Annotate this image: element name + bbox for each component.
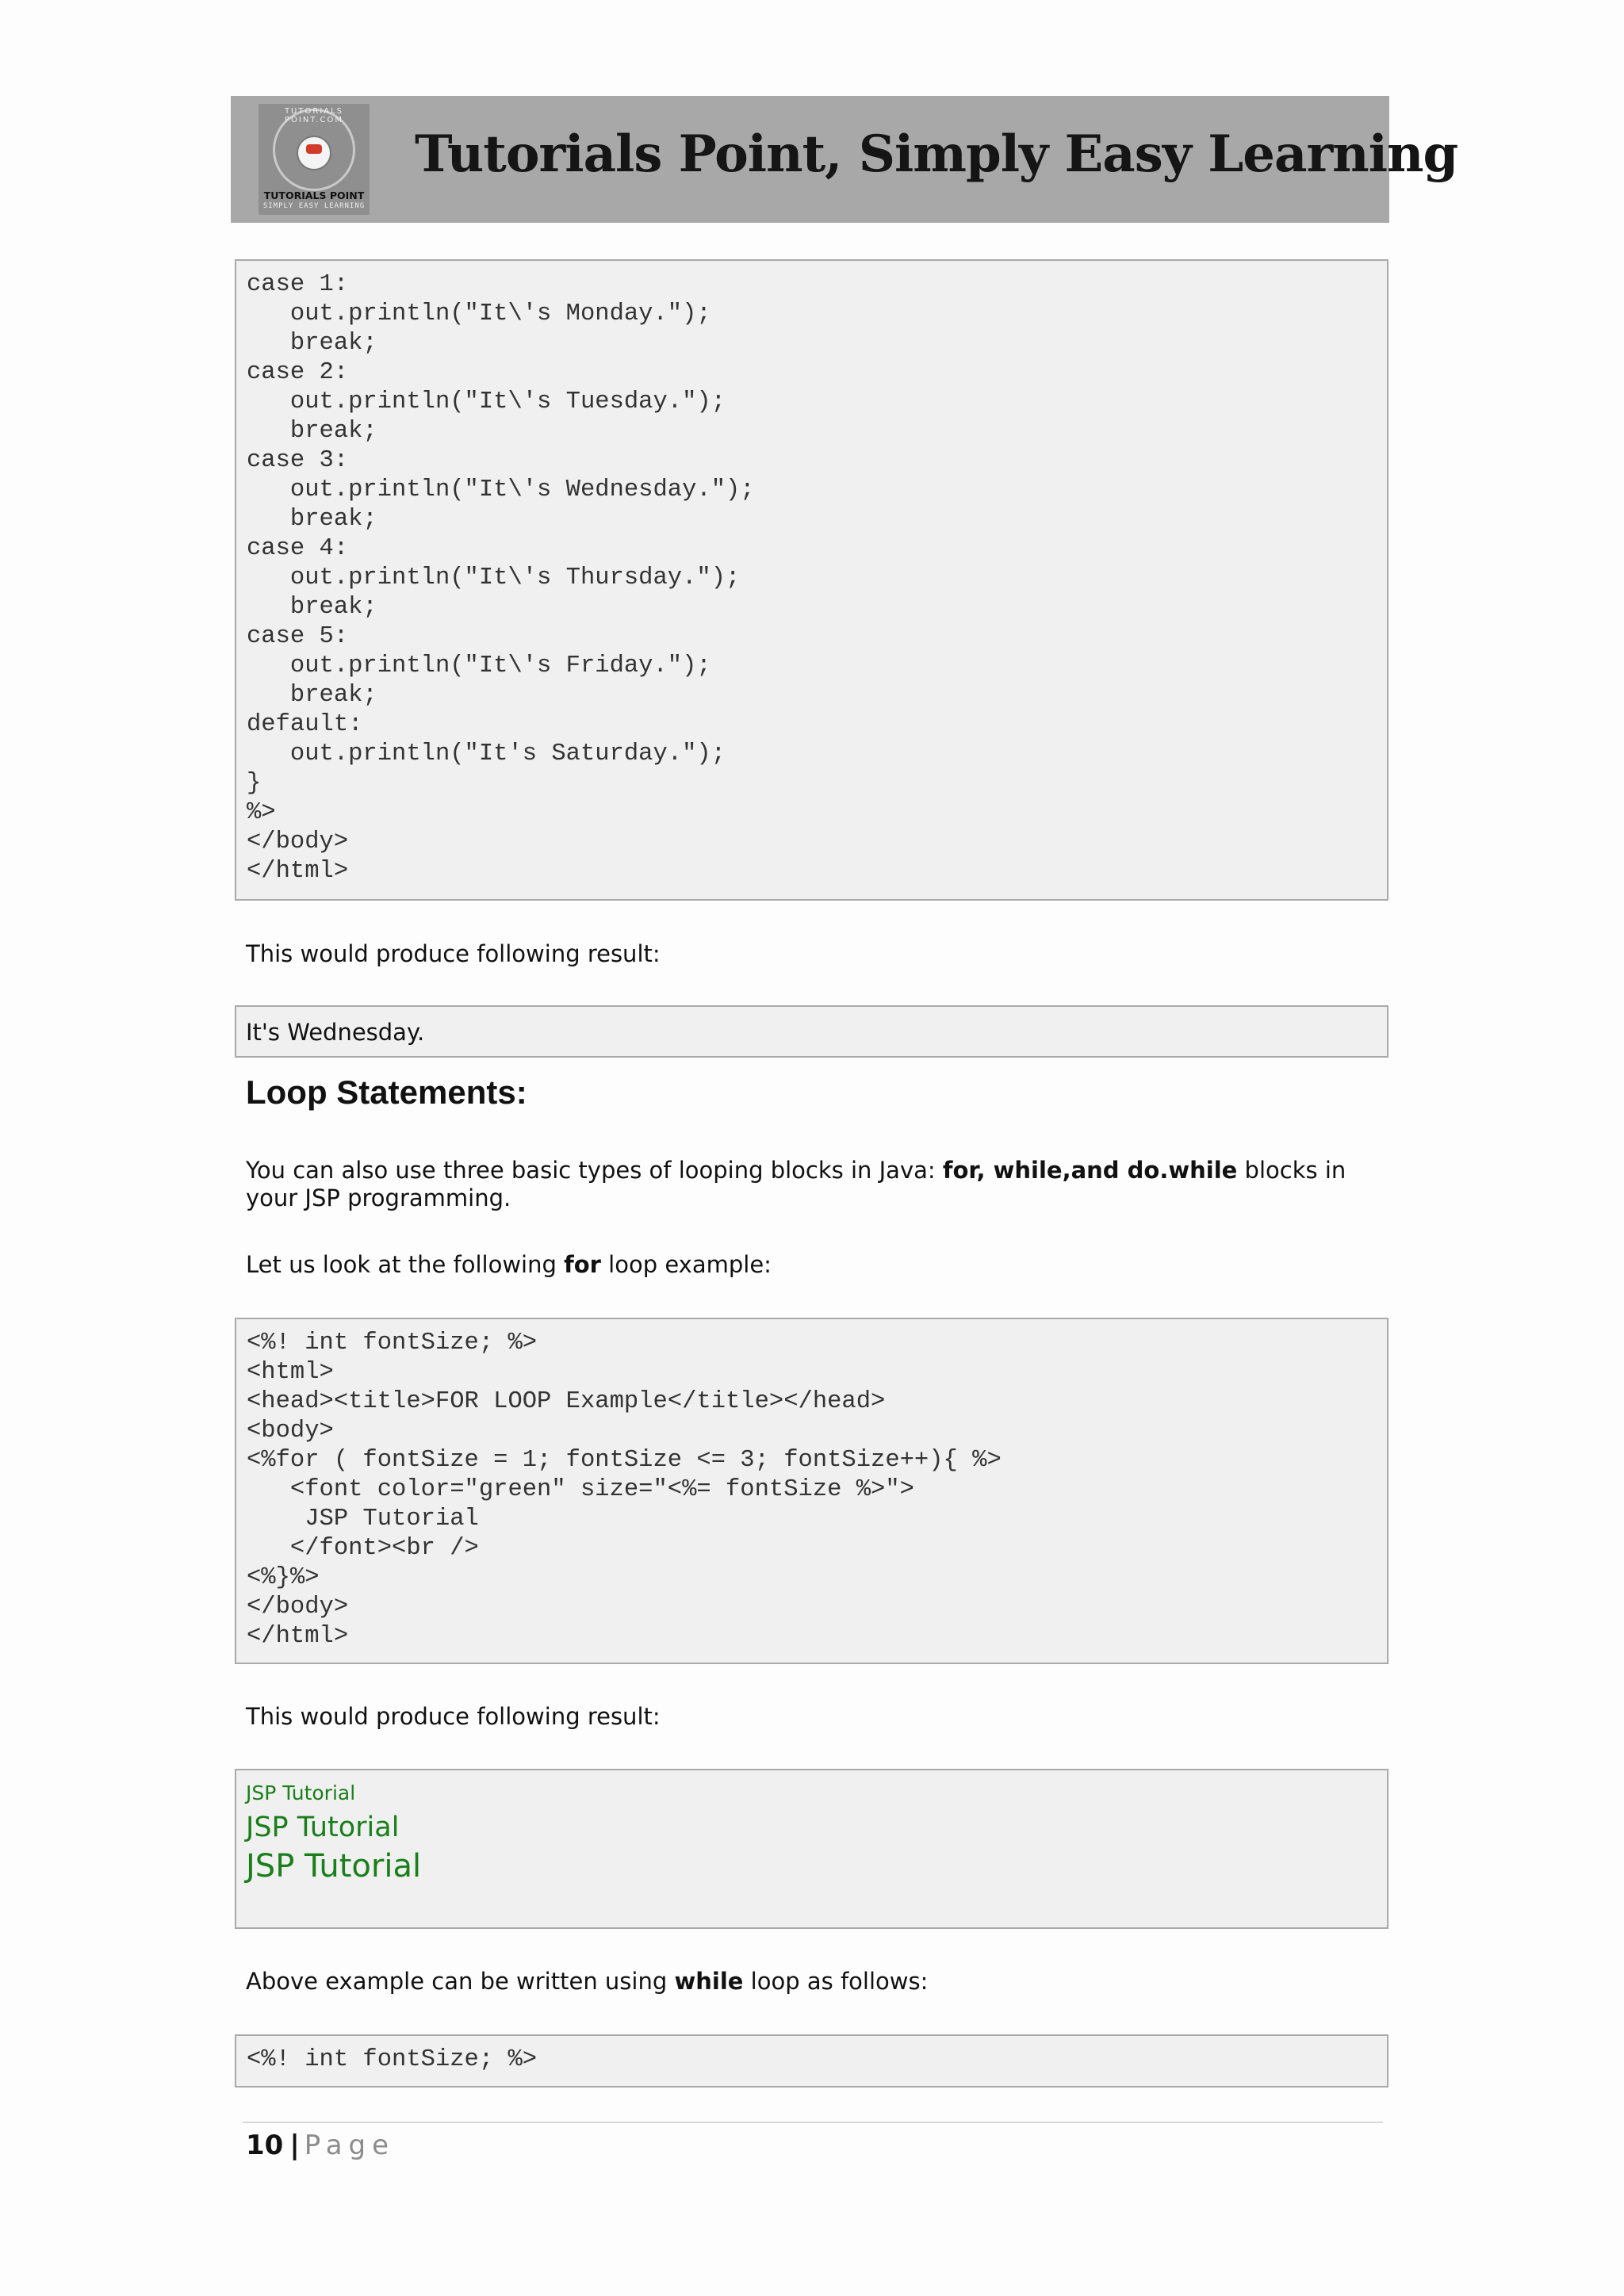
code-block-for-loop: [235, 1318, 1388, 1664]
result-intro-2: This would produce following result:: [246, 1703, 661, 1730]
tutorials-point-logo: [259, 104, 370, 215]
code-block-switch: [235, 259, 1388, 901]
for-paragraph: [246, 1251, 1388, 1279]
for-text-bold: for: [564, 1251, 601, 1278]
section-heading: Loop Statements:: [246, 1073, 527, 1111]
output-line-size-1: JSP Tutorial: [246, 1781, 356, 1804]
code-text: <%! int fontSize; %>: [247, 2046, 538, 2073]
header-title: Tutorials Point, Simply Easy Learning: [415, 124, 1458, 184]
footer-divider: [243, 2122, 1383, 2123]
page-footer: [246, 2130, 395, 2161]
for-text-before: Let us look at the following: [246, 1251, 565, 1278]
loop-text-bold: for, while,and do.while: [942, 1157, 1238, 1184]
logo-name: TUTORIALS POINT: [263, 189, 365, 201]
output-line-size-3: JSP Tutorial: [246, 1848, 422, 1885]
page-label: Page: [304, 2130, 396, 2161]
while-paragraph: [246, 1968, 1388, 1996]
page-header: [231, 96, 1458, 223]
loop-text-after: blocks in your JSP programming.: [246, 1157, 1346, 1211]
code-text: <%! int fontSize; %> <html> <head><title>FOR LOOP Example</title></head> <body> <%for ( fontSize = 1; fontSize <= 3; fontSize++){ %> <font color="green" size="<%= fontSize %>"> JSP Tutorial </font><br /> <%}%> </body> </html>: [247, 1330, 1002, 1650]
output-line-size-2: JSP Tutorial: [246, 1812, 400, 1843]
logo-emblem-icon: [297, 136, 331, 170]
while-text-before: Above example can be written using: [246, 1968, 675, 1995]
result-box-1: [235, 1005, 1388, 1058]
page-number: 10: [246, 2130, 284, 2161]
while-text-after: loop as follows:: [743, 1968, 929, 1995]
logo-ring-text: TUTORIALS POINT.COM: [284, 107, 344, 124]
result-text: It's Wednesday.: [246, 1019, 425, 1046]
while-text-bold: while: [674, 1968, 744, 1995]
footer-separator: |: [289, 2130, 300, 2161]
result-intro-1: This would produce following result:: [246, 940, 661, 967]
logo-tagline: SIMPLY EASY LEARNING: [262, 202, 366, 210]
loop-text-before: You can also use three basic types of looping blocks in Java:: [246, 1157, 943, 1184]
code-block-while-start: [235, 2034, 1388, 2087]
loop-paragraph: [246, 1157, 1388, 1212]
for-text-after: loop example:: [600, 1251, 772, 1278]
code-text: case 1: out.println("It\'s Monday."); break; case 2: out.println("It\'s Tuesday."); break; case 3: out.println("It\'s Wednesday."); break; case 4: out.println("It\'s Thursday."); break; case 5: out.println("It\'s Friday."); break; default: out.println("It's Saturday."); } %> </body> </html>: [247, 271, 755, 885]
result-box-2: [235, 1769, 1388, 1929]
